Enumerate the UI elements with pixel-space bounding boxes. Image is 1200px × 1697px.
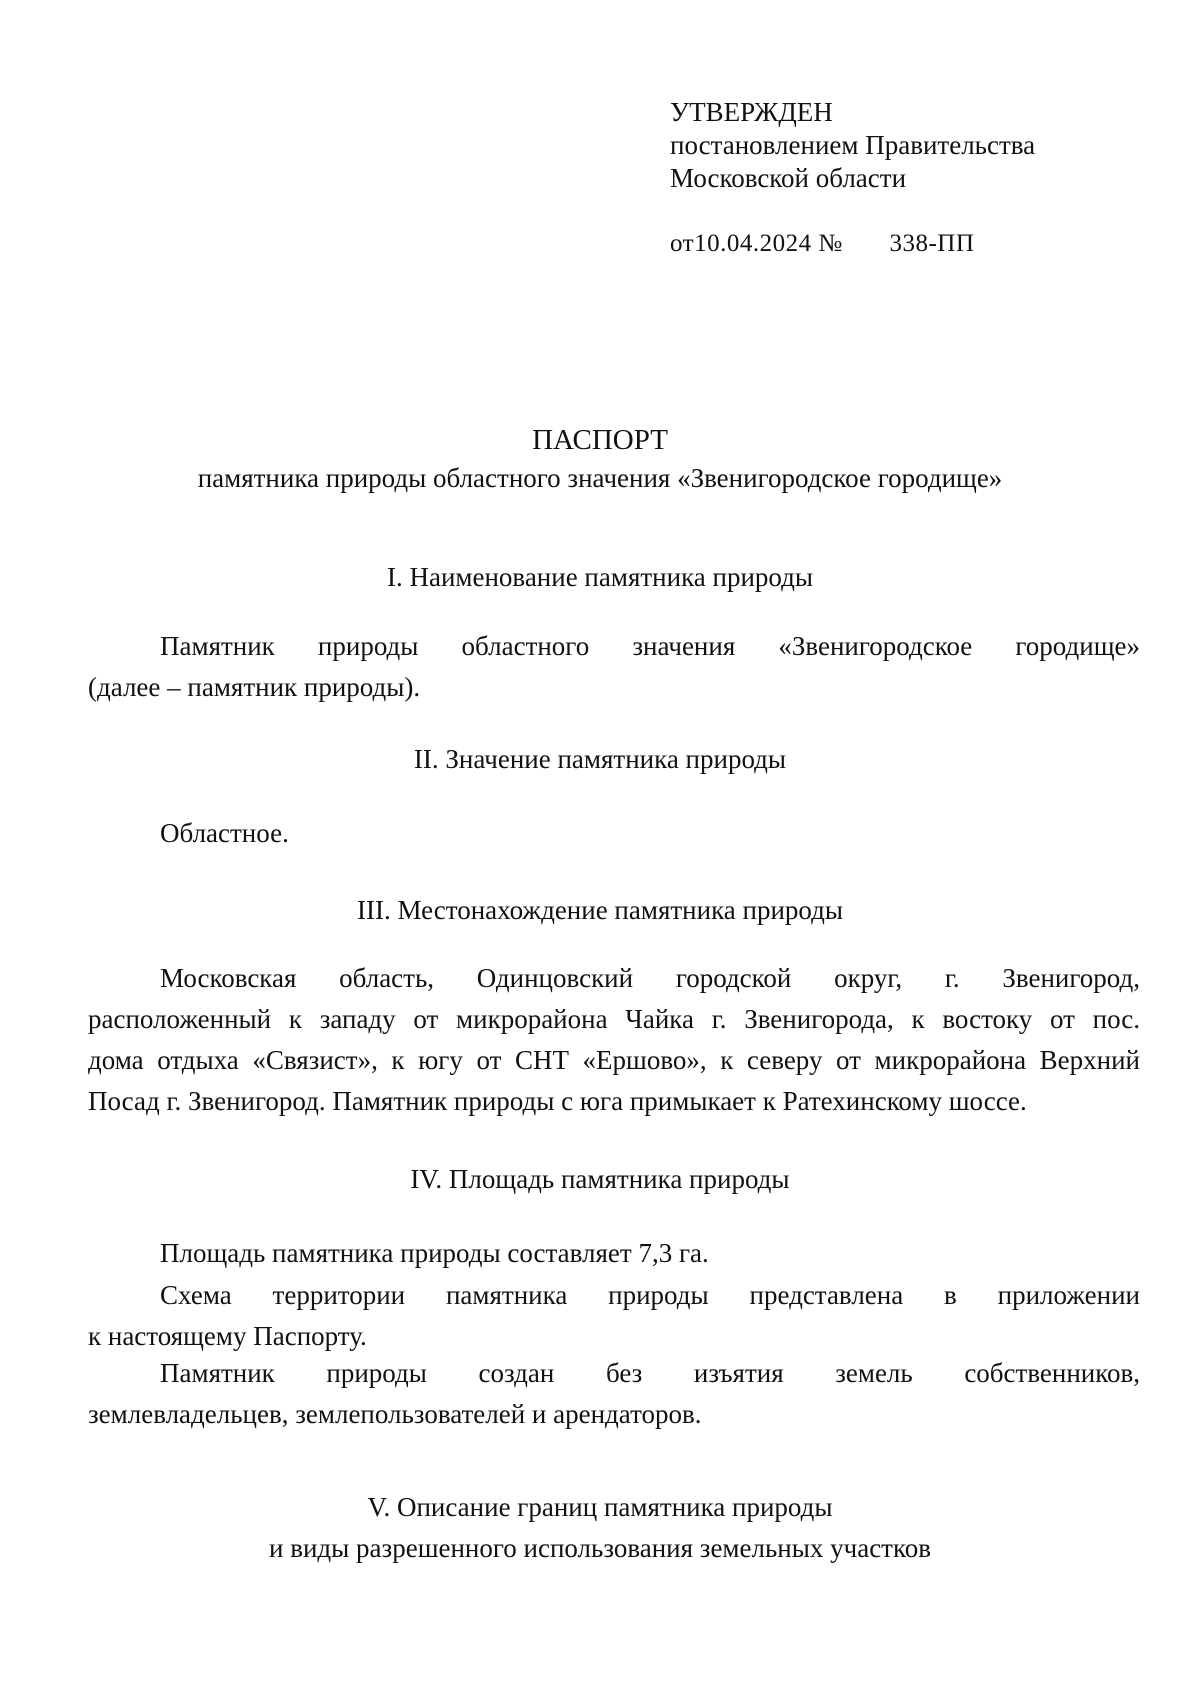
- section-4-p3-line-1: Памятник природы создан без изъятия земель собственников,: [160, 1358, 1140, 1388]
- decree-number: 338-ПП: [889, 230, 975, 257]
- decree-number-sign: №: [818, 230, 843, 257]
- section-1-paragraph: [88, 626, 1140, 708]
- document-title: ПАСПОРТ: [532, 424, 668, 456]
- section-4-p3-line-2: землевладельцев, землепользователей и арендаторов.: [88, 1399, 702, 1429]
- section-1-line-1: Памятник природы областного значения «Звенигородское городище»: [160, 631, 1140, 661]
- decree-date-prefix: от: [670, 230, 695, 257]
- approval-authority: Московской области: [670, 163, 907, 193]
- section-2-heading: II. Значение памятника природы: [413, 744, 787, 774]
- decree-reference: [670, 230, 974, 258]
- section-5-heading-line-2: и виды разрешенного использования земельных участков: [269, 1533, 931, 1563]
- section-2-paragraph: Областное.: [160, 818, 289, 848]
- document-subtitle: памятника природы областного значения «Звенигородское городище»: [197, 463, 1003, 493]
- section-4-p2-line-2: к настоящему Паспорту.: [88, 1321, 367, 1351]
- section-3-line-1: Московская область, Одинцовский городской округ, г. Звенигород,: [160, 963, 1140, 993]
- section-4-paragraph-1: Площадь памятника природы составляет 7,3 га.: [160, 1238, 709, 1268]
- section-3-line-4: Посад г. Звенигород. Памятник природы с юга примыкает к Ратехинскому шоссе.: [88, 1086, 1027, 1116]
- section-1-line-2: (далее – памятник природы).: [88, 672, 421, 702]
- section-3-line-3: дома отдыха «Связист», к югу от СНТ «Ершово», к северу от микрорайона Верхний: [88, 1045, 1140, 1075]
- approval-stamp: [670, 96, 1035, 195]
- approval-title: УТВЕРЖДЕН: [670, 97, 833, 127]
- section-3-heading: III. Местонахождение памятника природы: [356, 895, 844, 925]
- section-3-line-2: расположенный к западу от микрорайона Чайка г. Звенигорода, к востоку от пос.: [88, 1004, 1140, 1034]
- section-4-paragraph-2: [88, 1275, 1140, 1357]
- section-4-paragraph-3: [88, 1353, 1140, 1435]
- section-5-heading-line-1: V. Описание границ памятника природы: [367, 1492, 833, 1522]
- approval-by: постановлением Правительства: [670, 130, 1036, 160]
- decree-date: 10.04.2024: [694, 230, 812, 257]
- section-1-heading: I. Наименование памятника природы: [386, 562, 814, 592]
- section-4-heading: IV. Площадь памятника природы: [410, 1164, 790, 1194]
- section-4-p2-line-1: Схема территории памятника природы представлена в приложении: [160, 1280, 1140, 1310]
- section-3-paragraph: [88, 958, 1140, 1122]
